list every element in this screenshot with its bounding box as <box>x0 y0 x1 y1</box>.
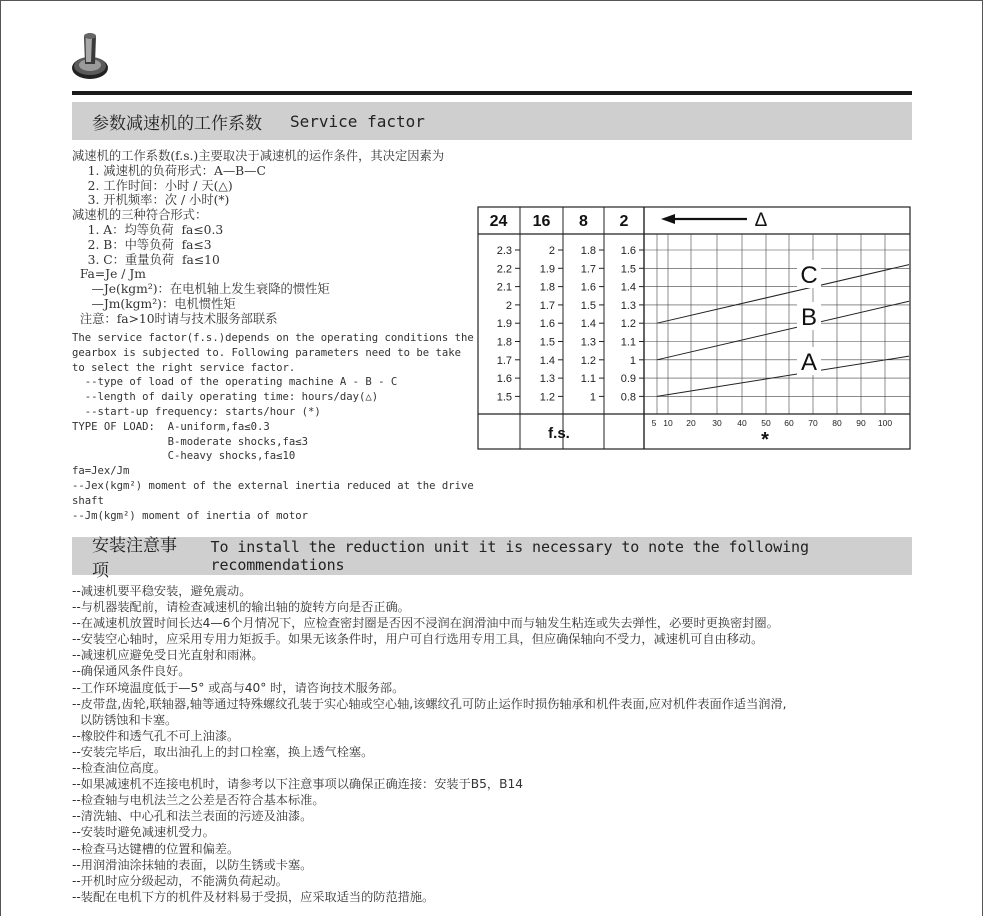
x-tick-label: 40 <box>737 418 747 428</box>
hours-header: 16 <box>532 213 551 230</box>
list-item: --橡胶件和透气孔不可上油漆。 <box>72 728 240 743</box>
text-line: 注意：fa>10时请与技术服务部联系 <box>72 311 278 326</box>
service-factor-header <box>72 102 912 140</box>
text-line: 1. A：均等负荷 fa≤0.3 <box>72 222 224 237</box>
fs-value-label: 1.3 <box>580 336 596 349</box>
x-tick-label: 30 <box>712 418 722 428</box>
installation-title-en: To install the reduction unit it is necessary to note the following recommendations <box>210 538 809 574</box>
hours-header: 2 <box>619 213 629 230</box>
list-item: --安装空心轴时，应采用专用力矩扳手。如果无该条件时，用户可自行选用专用工具，但应确保轴向不受力，减速机可自由移动。 <box>72 632 764 647</box>
fs-value-label: 2 <box>548 245 555 257</box>
x-tick-label: 90 <box>856 418 866 428</box>
series-label: C <box>800 262 818 289</box>
list-item: --检查轴与电机法兰之公差是否符合基本标准。 <box>72 793 325 808</box>
fs-value-label: 1.4 <box>580 318 596 331</box>
text-line: —Jm(kgm²)：电机惯性矩 <box>72 296 236 311</box>
service-factor-description-en <box>72 331 474 523</box>
x-tick-label: 60 <box>784 418 794 428</box>
list-item: 以防锈蚀和卡塞。 <box>72 712 178 727</box>
fs-value-label: 1.5 <box>496 391 512 404</box>
hours-header: 24 <box>489 213 508 230</box>
hours-header: 8 <box>579 213 588 230</box>
fs-value-label: 1.7 <box>496 354 512 367</box>
fs-value-label: 1.7 <box>539 299 555 312</box>
list-item: --与机器装配前，请检查减速机的输出轴的旋转方向是否正确。 <box>72 600 410 615</box>
fs-value-label: 1.9 <box>539 263 555 276</box>
fs-value-label: 1.6 <box>620 245 636 257</box>
installation-notes-list <box>72 583 787 905</box>
text-line: fa=Jex/Jm <box>72 465 130 478</box>
text-line: 2. B：中等负荷 fa≤3 <box>72 237 212 252</box>
hours-arrow-label: Δ <box>754 210 768 231</box>
fs-value-label: 1.5 <box>620 263 636 276</box>
header-rule <box>72 91 912 95</box>
fs-value-label: 1.4 <box>539 354 555 367</box>
series-label: B <box>800 304 818 331</box>
fs-value-label: 1.1 <box>620 336 636 349</box>
fs-value-label: 1 <box>589 391 596 404</box>
list-item: --工作环境温度低于—5° 或高与40° 时，请咨询技术服务部。 <box>72 680 405 695</box>
fs-value-label: 1.3 <box>620 299 636 312</box>
fs-value-label: 1.2 <box>620 318 636 331</box>
fs-value-label: 1.2 <box>580 354 596 367</box>
text-line: 减速机的三种符合形式： <box>72 208 208 223</box>
text-line: --start-up frequency: starts/hour (*) <box>72 405 321 418</box>
fs-value-label: 2 <box>505 299 512 312</box>
list-item: --确保通风条件良好。 <box>72 664 191 679</box>
list-item: --皮带盘,齿轮,联轴器,轴等通过特殊螺纹孔装于实心轴或空心轴,该螺纹孔可防止运作时损伤轴承和机件表面,应对机件表面作适当润滑, <box>72 696 787 711</box>
fs-value-label: 1.3 <box>539 373 555 386</box>
service-factor-description-zh <box>72 149 444 327</box>
x-tick-label: 20 <box>686 418 696 428</box>
list-item: --检查油位高度。 <box>72 761 167 776</box>
text-line: --Jm(kgm²) moment of inertia of motor <box>72 509 308 522</box>
text-line: B-moderate shocks,fa≤3 <box>72 435 308 448</box>
text-line: —Je(kgm²)：在电机轴上发生衰降的惯性矩 <box>72 282 330 297</box>
fs-value-label: 1.8 <box>496 336 512 349</box>
fs-value-label: 0.8 <box>620 391 636 404</box>
fs-value-label: 1.4 <box>620 281 636 294</box>
fs-value-label: 1.8 <box>539 281 555 294</box>
service-factor-chart <box>477 206 911 450</box>
text-line: 2. 工作时间：小时 / 天(△) <box>72 178 233 193</box>
list-item: --如果减速机不连接电机时，请参考以下注意事项以确保正确连接：安装于B5，B14 <box>72 777 523 792</box>
fs-value-label: 1.7 <box>580 263 596 276</box>
x-tick-label: 70 <box>808 418 818 428</box>
x-tick-label: 5 <box>651 418 657 428</box>
text-line: Fa=Je / Jm <box>72 267 146 282</box>
fs-value-label: 1.8 <box>580 245 596 257</box>
text-line: --type of load of the operating machine A - B - C <box>72 376 398 389</box>
list-item: --检查马达键槽的位置和偏差。 <box>72 841 240 856</box>
list-item: --减速机应避免受日光直射和雨淋。 <box>72 648 264 663</box>
series-label: A <box>800 349 818 376</box>
toggle-switch-logo-icon <box>70 28 110 80</box>
text-line: shaft <box>72 494 104 507</box>
x-tick-label: 80 <box>832 418 842 428</box>
fs-value-label: 1.9 <box>496 318 512 331</box>
fs-value-label: 1.6 <box>496 373 512 386</box>
x-tick-label: 10 <box>663 418 673 428</box>
fs-value-label: 1.5 <box>539 336 555 349</box>
fs-value-label: 0.9 <box>620 373 636 386</box>
text-line: to select the right service factor. <box>72 361 296 374</box>
list-item: --清洗轴、中心孔和法兰表面的污迹及油漆。 <box>72 809 313 824</box>
fs-value-label: 2.1 <box>496 281 512 294</box>
fs-value-label: 2.2 <box>496 263 512 276</box>
x-axis-label: * <box>761 429 769 450</box>
list-item: --装配在电机下方的机件及材料易于受损，应采取适当的防范措施。 <box>72 889 435 904</box>
fs-value-label: 1.6 <box>580 281 596 294</box>
list-item: --在减速机放置时间长达4—6个月情况下，应检查密封圈是否因不浸润在润滑油中而与轴发生粘连或失去弹性，必要时更换密封圈。 <box>72 616 779 631</box>
x-tick-label: 100 <box>877 418 893 428</box>
fs-value-label: 2.3 <box>496 245 512 257</box>
text-line: gearbox is subjected to. Following parameters need to be take <box>72 346 462 359</box>
fs-value-label: 1.6 <box>539 318 555 331</box>
text-line: The service factor(f.s.)depends on the operating conditions the <box>72 332 474 344</box>
fs-value-label: 1 <box>629 354 636 367</box>
service-factor-title-zh: 参数减速机的工作系数 <box>92 113 262 134</box>
text-line: 3. 开机频率：次 / 小时(*) <box>72 193 230 208</box>
list-item: --安装时避免减速机受力。 <box>72 825 215 840</box>
fs-value-label: 1.1 <box>580 373 596 386</box>
list-item: --减速机要平稳安装，避免震动。 <box>72 584 252 598</box>
fs-value-label: 1.5 <box>580 299 596 312</box>
text-line: 减速机的工作系数(f.s.)主要取决于减速机的运作条件，其决定因素为 <box>72 149 445 163</box>
installation-title-zh: 安装注意事项 <box>92 536 177 581</box>
text-line: C-heavy shocks,fa≤10 <box>72 450 296 463</box>
service-factor-title-en: Service factor <box>290 111 425 131</box>
installation-header <box>72 536 912 581</box>
x-tick-label: 50 <box>761 418 771 428</box>
text-line: 3. C：重量负荷 fa≤10 <box>72 252 220 267</box>
text-line: --Jex(kgm²) moment of the external inertia reduced at the drive <box>72 479 474 492</box>
fs-axis-label: f.s. <box>548 425 570 442</box>
list-item: --安装完毕后，取出油孔上的封口栓塞，换上透气栓塞。 <box>72 744 374 759</box>
text-line: TYPE OF LOAD: A-uniform,fa≤0.3 <box>72 420 270 433</box>
list-item: --用润滑油涂抹轴的表面，以防生锈或卡塞。 <box>72 857 313 872</box>
list-item: --开机时应分级起动，不能满负荷起动。 <box>72 873 288 888</box>
fs-value-label: 1.2 <box>539 391 555 404</box>
text-line: --length of daily operating time: hours/day(△) <box>72 391 379 404</box>
text-line: 1. 减速机的负荷形式：A—B—C <box>72 163 266 178</box>
